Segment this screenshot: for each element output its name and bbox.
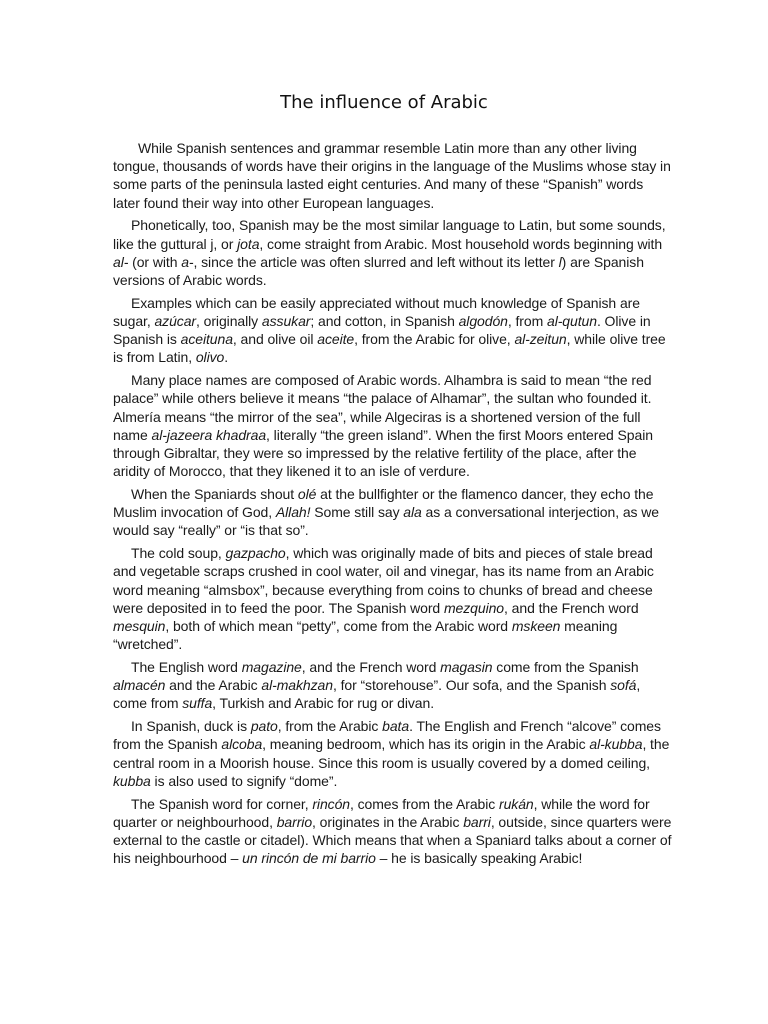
text-run: , the central room in a Moorish house. Since this room is usually covered by a domed ceiling, bbox=[113, 736, 670, 771]
text-run: , and olive oil bbox=[232, 331, 318, 348]
text-run: , which was originally made of bits and pieces of stale bread and vegetable scraps crushed in cool water, oil and vinegar, has its name from an Arabic word meaning “almsbox”, because everything from coins to chunks of bread and cheese were deposited in to feed the poor. The Spanish word bbox=[113, 545, 654, 616]
italic-term: magasin bbox=[440, 659, 493, 676]
text-run: meaning “wretched”. bbox=[113, 618, 618, 653]
italic-term: al- bbox=[113, 253, 129, 270]
text-run: The Spanish word for corner, bbox=[131, 795, 313, 812]
italic-term: Allah! bbox=[275, 504, 311, 521]
text-run: , originates in the Arabic bbox=[312, 813, 464, 830]
text-run: While Spanish sentences and grammar resemble Latin more than any other living tongue, thousands of words have their origins in the language of the Muslims whose stay in some parts of the peninsula lasted eight centuries. And many of these “Spanish” words later found their way into other European languages. bbox=[113, 140, 671, 211]
paragraph bbox=[113, 294, 673, 367]
paragraph bbox=[113, 795, 673, 868]
text-run: In Spanish, duck is bbox=[131, 718, 251, 735]
italic-term: al-qutun bbox=[546, 313, 597, 330]
text-run: as a conversational interjection, as we would say “really” or “is that so”. bbox=[113, 504, 660, 539]
text-run: come from the Spanish bbox=[492, 659, 639, 676]
text-run: Examples which can be easily appreciated without much knowledge of Spanish are sugar, bbox=[113, 294, 640, 330]
italic-term: al-kubba bbox=[589, 736, 643, 753]
italic-term: pato bbox=[250, 718, 278, 735]
paragraph bbox=[113, 371, 673, 480]
italic-term: assukar bbox=[261, 313, 311, 330]
italic-term: l bbox=[558, 253, 562, 270]
text-run: , and the French word bbox=[301, 659, 441, 676]
italic-term: azúcar bbox=[154, 313, 197, 330]
italic-term: ala bbox=[403, 504, 422, 521]
paragraph bbox=[113, 139, 673, 212]
italic-term: rincón bbox=[312, 795, 350, 812]
paragraph bbox=[113, 544, 673, 653]
text-run: Some still say bbox=[310, 504, 404, 521]
text-run: When the Spaniards shout bbox=[131, 486, 298, 503]
text-run: and the Arabic bbox=[165, 677, 262, 694]
italic-term: barrio bbox=[276, 813, 313, 830]
text-run: , while olive tree is from Latin, bbox=[113, 331, 666, 366]
text-run: , while the word for quarter or neighbourhood, bbox=[113, 795, 650, 830]
text-run: The English word bbox=[131, 659, 242, 676]
italic-term: almacén bbox=[113, 677, 166, 694]
italic-term: olé bbox=[297, 486, 317, 503]
text-run: , and the French word bbox=[504, 599, 639, 616]
text-run: , comes from the Arabic bbox=[349, 795, 500, 812]
italic-term: jota bbox=[237, 235, 260, 252]
text-run: Phonetically, too, Spanish may be the most similar language to Latin, but some sounds, like the guttural j, or bbox=[113, 217, 666, 252]
italic-term: a- bbox=[181, 253, 194, 270]
italic-term: mskeen bbox=[511, 618, 561, 635]
italic-term: aceite bbox=[317, 331, 355, 348]
italic-term: mezquino bbox=[443, 599, 505, 616]
italic-term: aceituna bbox=[180, 331, 233, 348]
italic-term: un rincón de mi barrio bbox=[242, 850, 376, 867]
italic-term: mesquin bbox=[113, 618, 166, 635]
text-run: , outside, since quarters were external to the castle or citadel). Which means that when a Spaniard talks about a corner of his neighbourhood – bbox=[113, 813, 672, 867]
text-run: , from bbox=[507, 313, 547, 330]
text-run: . bbox=[224, 349, 229, 366]
text-run: is also used to signify “dome”. bbox=[150, 772, 338, 789]
text-run: , since the article was often slurred and left without its letter bbox=[193, 253, 559, 270]
text-run: The cold soup, bbox=[131, 545, 226, 562]
text-run: ) are Spanish versions of Arabic words. bbox=[113, 253, 644, 289]
italic-term: alcoba bbox=[221, 736, 263, 753]
page-title: The influence of Arabic bbox=[280, 92, 488, 113]
paragraph bbox=[113, 658, 673, 713]
text-run: , from the Arabic for olive, bbox=[354, 331, 515, 348]
paragraph bbox=[113, 216, 673, 289]
text-run: – he is basically speaking Arabic! bbox=[375, 850, 583, 867]
text-run: . The English and French “alcove” comes from the Spanish bbox=[113, 718, 661, 753]
text-run: (or with bbox=[128, 253, 182, 270]
text-run: , both of which mean “petty”, come from the Arabic word bbox=[165, 618, 512, 635]
text-run: , come from bbox=[113, 677, 641, 712]
italic-term: rukán bbox=[499, 795, 534, 812]
italic-term: algodón bbox=[458, 313, 508, 330]
text-run: at the bullfighter or the flamenco dancer, they echo the Muslim invocation of God, bbox=[113, 486, 654, 521]
text-run: ; and cotton, in Spanish bbox=[310, 313, 459, 330]
text-run: . Olive in Spanish is bbox=[113, 313, 651, 348]
italic-term: al-jazeera khadraa bbox=[151, 426, 267, 443]
italic-term: olivo bbox=[195, 349, 225, 366]
text-run: Many place names are composed of Arabic words. Alhambra is said to mean “the red palace” while others believe it means “the palace of Alhamar”, the sultan who founded it. Almería means “the mirror of the sea”, while Algeciras is a shortened version of the full name bbox=[113, 372, 652, 443]
text-run: , meaning bedroom, which has its origin in the Arabic bbox=[262, 736, 590, 753]
italic-term: barri bbox=[463, 813, 491, 830]
paragraph bbox=[113, 717, 673, 790]
italic-term: bata bbox=[382, 718, 410, 735]
italic-term: sofá bbox=[610, 677, 637, 694]
italic-term: al-makhzan bbox=[261, 677, 333, 694]
italic-term: gazpacho bbox=[225, 545, 286, 562]
italic-term: magazine bbox=[241, 659, 302, 676]
text-run: , literally “the green island”. When the first Moors entered Spain through Gibraltar, they were so impressed by the relative fertility of the place, after the aridity of Morocco, that they likened it to an isle of verdure. bbox=[113, 426, 653, 480]
italic-term: al-zeitun bbox=[514, 331, 567, 348]
text-run: , originally bbox=[196, 313, 262, 330]
text-run: , from the Arabic bbox=[277, 718, 383, 735]
text-run: , for “storehouse”. Our sofa, and the Spanish bbox=[332, 677, 611, 694]
text-run: , come straight from Arabic. Most household words beginning with bbox=[259, 235, 663, 252]
article-body bbox=[113, 139, 673, 872]
paragraph bbox=[113, 485, 673, 540]
italic-term: suffa bbox=[182, 695, 213, 712]
italic-term: kubba bbox=[113, 772, 151, 789]
text-run: , Turkish and Arabic for rug or divan. bbox=[212, 695, 435, 712]
